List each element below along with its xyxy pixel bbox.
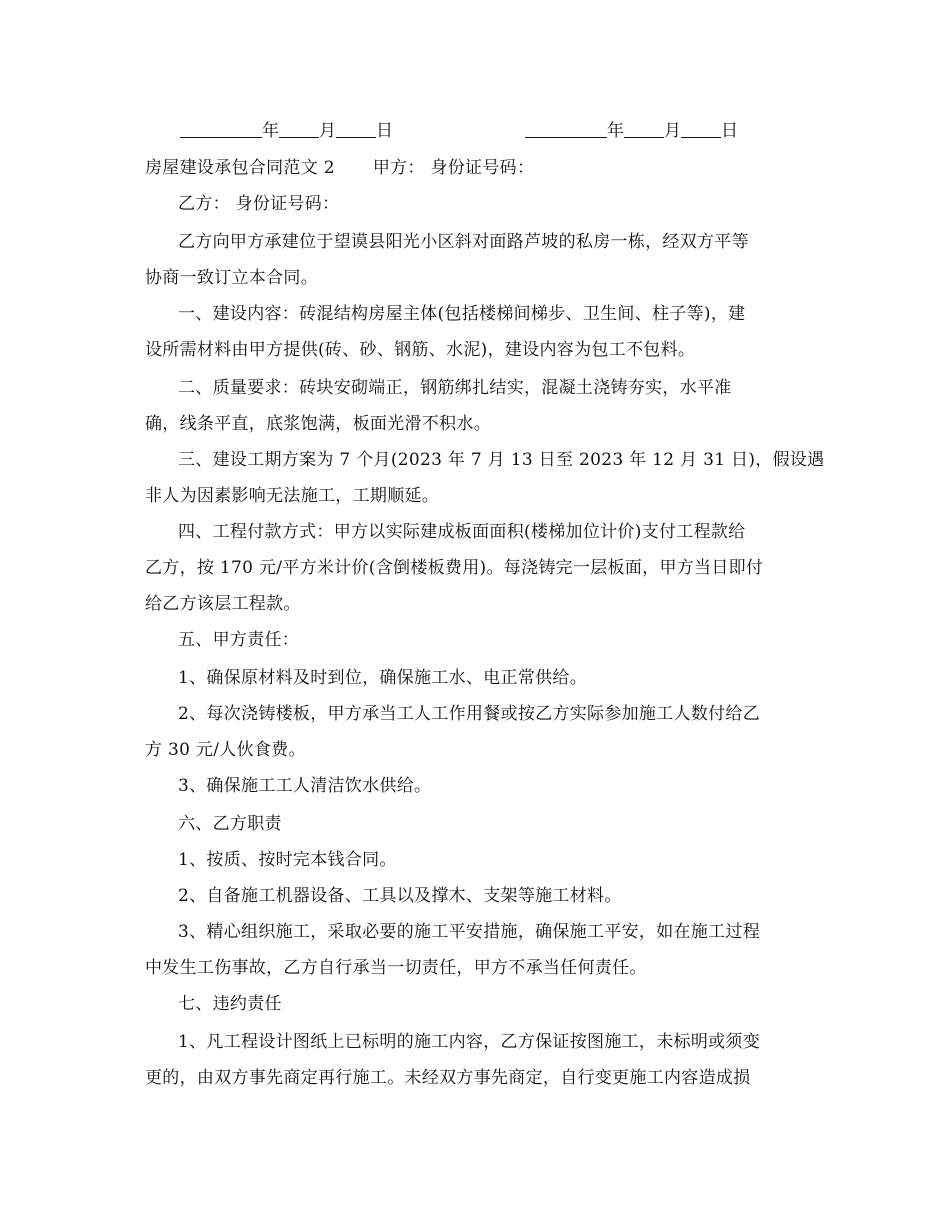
body-line: 更的，由双方事先商定再行施工。未经双方事先商定，自行变更施工内容造成损	[145, 1068, 751, 1088]
body-line: 3、确保施工工人清洁饮水供给。	[178, 776, 432, 796]
body-line: 2、自备施工机器设备、工具以及撑木、支架等施工材料。	[178, 886, 622, 906]
body-line: 二、质量要求：砖块安砌端正，钢筋绑扎结实，混凝土浇铸夯实，水平准	[178, 378, 732, 398]
day-blank	[336, 119, 376, 138]
month-label: 月	[319, 121, 336, 141]
month-blank	[279, 119, 319, 138]
section-heading: 五、甲方责任：	[178, 630, 300, 650]
date-line-left	[180, 116, 393, 146]
body-line: 一、建设内容：砖混结构房屋主体(包括楼梯间梯步、卫生间、柱子等)，建	[178, 304, 746, 324]
day-blank	[681, 119, 721, 138]
month-label: 月	[664, 121, 681, 141]
day-label: 日	[721, 121, 738, 141]
body-line: 三、建设工期方案为 7 个月(2023 年 7 月 13 日至 2023 年 12 月 31 日)，假设遇	[178, 450, 825, 470]
year-label: 年	[262, 121, 279, 141]
body-line: 中发生工伤事故，乙方自行承当一切责任，甲方不承当任何责任。	[145, 958, 647, 978]
year-label: 年	[607, 121, 624, 141]
section-heading: 七、违约责任	[178, 994, 282, 1014]
body-line: 1、确保原材料及时到位，确保施工水、电正常供给。	[178, 668, 588, 688]
body-line: 2、每次浇铸楼板，甲方承当工人工作用餐或按乙方实际参加施工人数付给乙	[178, 704, 761, 724]
party-a-id-label: 身份证号码：	[430, 158, 535, 178]
body-line: 四、工程付款方式：甲方以实际建成板面面积(楼梯加位计价)支付工程款给	[178, 522, 746, 542]
body-line: 给乙方该层工程款。	[145, 594, 301, 614]
body-line: 1、按质、按时完本钱合同。	[178, 850, 397, 870]
body-line: 方 30 元/人伙食费。	[145, 740, 306, 760]
date-line-right	[525, 116, 738, 146]
title-line	[145, 150, 810, 186]
body-line: 确，线条平直，底浆饱满，板面光滑不积水。	[145, 414, 491, 434]
body-line: 乙方，按 170 元/平方米计价(含倒楼板费用)。每浇铸完一层板面，甲方当日即付	[145, 558, 764, 578]
body-line: 乙方向甲方承建位于望谟县阳光小区斜对面路芦坡的私房一栋，经双方平等	[178, 232, 749, 252]
body-line: 3、精心组织施工，采取必要的施工平安措施，确保施工平安，如在施工过程	[178, 922, 761, 942]
party-b-line: 乙方： 身份证号码：	[178, 194, 340, 214]
document-title: 房屋建设承包合同范文 2	[145, 158, 335, 178]
year-blank	[180, 119, 262, 138]
party-a-label: 甲方：	[372, 158, 425, 178]
body-line: 非人为因素影响无法施工，工期顺延。	[145, 486, 440, 506]
year-blank	[525, 119, 607, 138]
body-line: 协商一致订立本合同。	[145, 268, 318, 288]
body-line: 设所需材料由甲方提供(砖、砂、钢筋、水泥)，建设内容为包工不包料。	[145, 340, 696, 360]
day-label: 日	[376, 121, 393, 141]
body-line: 1、凡工程设计图纸上已标明的施工内容，乙方保证按图施工，未标明或须变	[178, 1032, 761, 1052]
month-blank	[624, 119, 664, 138]
section-heading: 六、乙方职责	[178, 814, 282, 834]
